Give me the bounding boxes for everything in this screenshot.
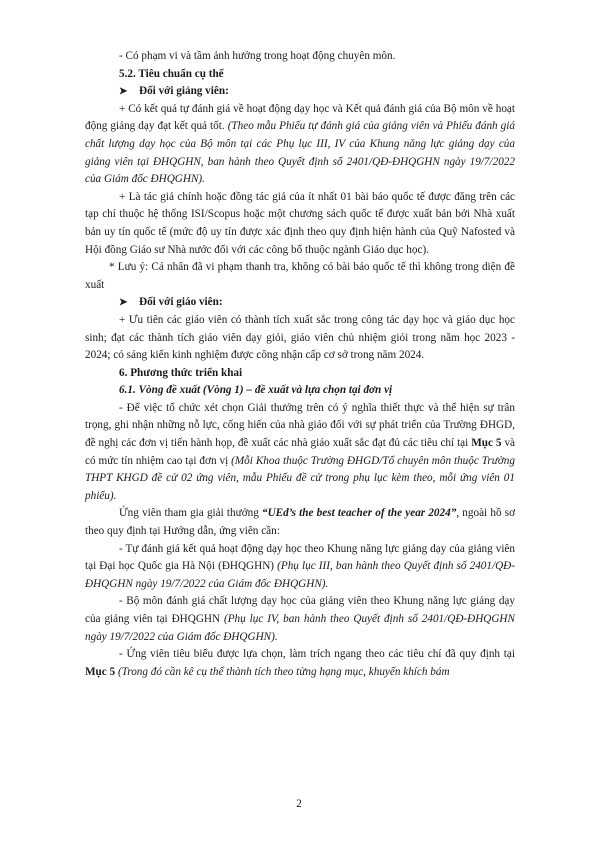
paragraph	[85, 646, 515, 681]
text: - Tự đánh giá kết quả hoạt động dạy học theo Khung năng lực giảng dạy của giảng viên tại Đại học Quốc gia Hà Nội (ĐHQGHN)	[85, 542, 515, 573]
italic-note: (Phụ lục III, ban hành theo Quyết định số 2401/QĐ-ĐHQGHN ngày 19/7/2022 của Giám đốc ĐHQGHN).	[85, 560, 515, 590]
subheading-label: Đối với giáo viên:	[139, 296, 223, 309]
italic-note: (Theo mẫu Phiếu tự đánh giá của giảng viên và Phiếu đánh giá chất lượng dạy học của Bộ môn tại các Phụ lục III, IV của Khung năng lực giảng dạy của giảng viên tại ĐHQGHN, ban hành theo Quyết định số 2401/QĐ-ĐHQGHN ngày 19/7/2022 của Giám đốc ĐHQGHN).	[85, 120, 515, 186]
arrow-bullet-icon: ➤	[119, 86, 128, 98]
text: , ngoài hồ sơ theo quy định tại Hướng dẫn, ứng viên cần:	[85, 507, 516, 538]
paragraph: + Ưu tiên các giáo viên có thành tích xuất sắc trong công tác dạy học và giáo dục học sinh; đạt các thành tích giáo viên dạy giỏi, giáo viên chủ nhiệm giỏi trong năm học 2023 - 2024; có sáng kiến kinh nghiệm được công nhận cấp cơ sở trong năm 2024.	[85, 313, 515, 362]
text: - Để việc tổ chức xét chọn Giải thưởng trên có ý nghĩa thiết thực và thể hiện sự trân trọng, ghi nhận những nỗ lực, cống hiến của nhà giáo đối với sự phát triển của Trường ĐHGD, đề nghị các đơn vị tiến hành họp, đề xuất các nhà giáo xuất sắc đạt đủ các tiêu chí tại	[85, 401, 515, 450]
paragraph: - Có phạm vi và tầm ảnh hưởng trong hoạt động chuyên môn.	[119, 50, 396, 62]
paragraph	[85, 593, 515, 646]
subheading-label: Đối với giảng viên:	[139, 85, 229, 98]
text: - Bộ môn đánh giá chất lượng dạy học của giảng viên theo Khung năng lực giảng dạy của giảng viên tại ĐHQGHN	[85, 595, 515, 625]
paragraph	[85, 505, 515, 540]
award-name: “UEd’s the best teacher of the year 2024”	[262, 507, 457, 520]
note-paragraph: * Lưu ý: Cá nhân đã vi phạm thanh tra, không có bài báo quốc tế thì không trong diện đề xuất	[85, 261, 515, 291]
italic-note: (Trong đó cần kê cụ thể thành tích theo từng hạng mục, khuyến khích bám	[117, 665, 450, 678]
paragraph	[85, 101, 515, 189]
page-number: 2	[296, 798, 302, 810]
text: Ứng viên tham gia giải thưởng	[119, 507, 262, 520]
bold-ref: Mục 5	[85, 665, 116, 678]
paragraph	[85, 400, 515, 506]
text: + Có kết quả tự đánh giá về hoạt động dạy học và Kết quả đánh giá của Bộ môn về hoạt động giảng dạy đạt kết quả tốt.	[85, 102, 515, 133]
paragraph: + Là tác giả chính hoặc đồng tác giả của ít nhất 01 bài báo quốc tế được đăng trên các tạp chí thuộc hệ thống ISI/Scopus hoặc một chương sách quốc tế được xuất bản bởi Nhà xuất bản uy tín quốc tế (mức độ uy tín được xác định theo quy định hiện hành của Quỹ Nafosted và Hội đồng Giáo sư Nhà nước đối với các công bố thuộc ngành Giáo dục học).	[85, 190, 515, 256]
paragraph	[85, 541, 515, 594]
subheading-teachers	[85, 294, 515, 312]
text: và có mức tín nhiệm cao tại đơn vị	[85, 437, 516, 467]
subheading-lecturers	[85, 83, 515, 101]
section-heading-5-2: 5.2. Tiêu chuẩn cụ thể	[119, 67, 224, 80]
italic-note: (Phụ lục IV, ban hành theo Quyết định số 2401/QĐ-ĐHQGHN ngày 19/7/2022 của Giám đốc ĐHQGHN).	[85, 613, 515, 643]
text: - Ứng viên tiêu biểu được lựa chọn, làm trích ngang theo các tiêu chí đã quy định tại	[119, 648, 515, 661]
bold-ref: Mục 5	[471, 437, 502, 450]
italic-note: (Mỗi Khoa thuộc Trường ĐHGD/Tổ chuyên môn thuộc Trường THPT KHGD đề cử 02 ứng viên, mẫu Phiếu đề cử trong phụ lục kèm theo, mỗi ứng viên 01 phiếu).	[85, 454, 515, 502]
page-body	[85, 48, 515, 681]
section-heading-6-1: 6.1. Vòng đề xuất (Vòng 1) – đề xuất và lựa chọn tại đơn vị	[119, 384, 393, 397]
section-heading-6: 6. Phương thức triển khai	[119, 366, 243, 379]
arrow-bullet-icon: ➤	[119, 297, 128, 309]
